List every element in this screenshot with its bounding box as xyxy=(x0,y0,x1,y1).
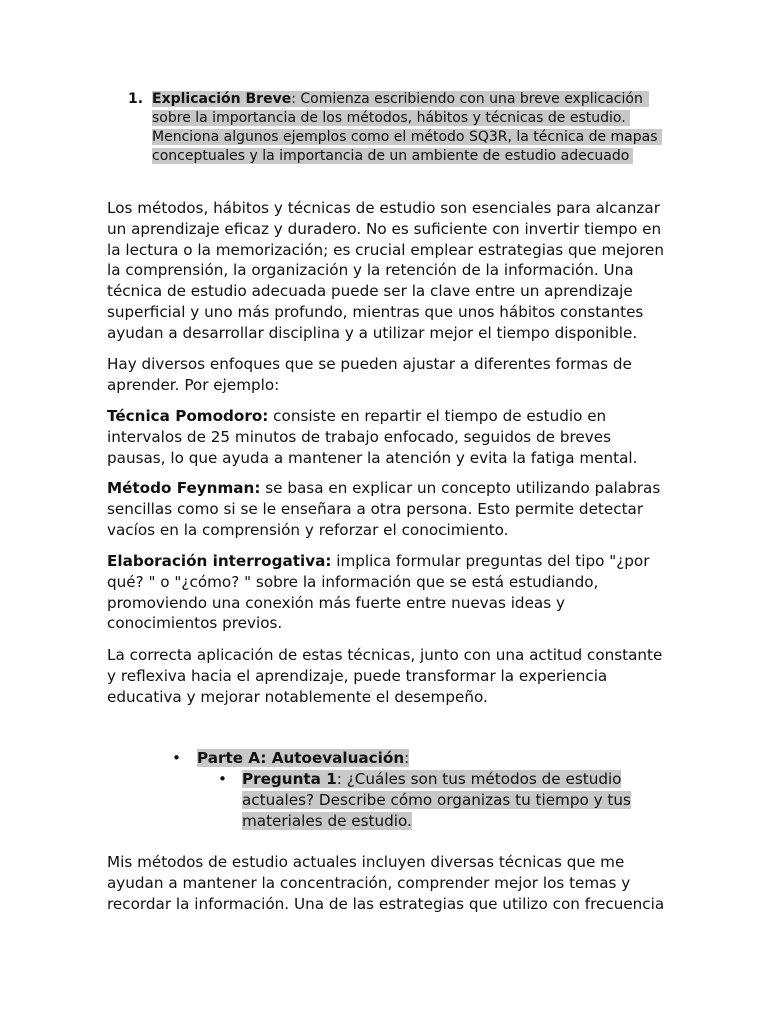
paragraph-answer xyxy=(107,852,667,914)
list-number: 1. xyxy=(128,91,144,107)
text-line: pausas, lo que ayuda a mantener la atención y evita la fatiga mental. xyxy=(107,448,638,467)
text-line: Mis métodos de estudio actuales incluyen diversas técnicas que me xyxy=(107,853,625,871)
instruction-body xyxy=(152,90,658,166)
paragraph-pomodoro xyxy=(107,406,667,468)
question-line: actuales? Describe cómo organizas tu tiempo y tus xyxy=(242,790,631,809)
text-line: conocimientos previos. xyxy=(107,614,283,633)
text-line: sencillas como si se le enseñara a otra persona. Esto permite detectar xyxy=(107,499,644,518)
text-line: técnica de estudio adecuada puede ser la clave entre un aprendizaje xyxy=(107,282,633,301)
paragraph-intro xyxy=(107,198,667,344)
paragraph-feynman xyxy=(107,478,667,540)
text-line: consiste en repartir el tiempo de estudio en xyxy=(268,407,607,425)
question-line: materiales de estudio. xyxy=(242,811,412,830)
instruction-line: : Comienza escribiendo con una breve explicación xyxy=(291,91,643,107)
question-line: : ¿Cuáles son tus métodos de estudio xyxy=(336,770,622,788)
text-line: Hay diversos enfoques que se pueden ajustar a diferentes formas de xyxy=(107,355,632,373)
instruction-line: conceptuales y la importancia de un ambiente de estudio adecuado xyxy=(152,148,633,164)
text-line: superficial y uno más profundo, mientras que unos hábitos constantes xyxy=(107,302,644,321)
paragraph-interrogative xyxy=(107,551,667,634)
text-line: se basa en explicar un concepto utilizando palabras xyxy=(260,479,661,497)
bullet-icon: • xyxy=(172,749,181,767)
instruction-line: sobre la importancia de los métodos, hábitos y técnicas de estudio. xyxy=(152,110,630,126)
technique-label: Método Feynman: xyxy=(107,479,261,497)
part-a-title: Parte A: Autoevaluación xyxy=(197,749,405,767)
text-line: promoviendo una conexión más fuerte entre nuevas ideas y xyxy=(107,593,565,612)
paragraph-conclusion xyxy=(107,645,667,707)
text-line: recordar la información. Una de las estrategias que utilizo con frecuencia xyxy=(107,894,665,913)
text-line: ayudan a desarrollar disciplina y a utilizar mejor el tiempo disponible. xyxy=(107,323,638,342)
text-line: vacíos en la comprensión y reforzar el conocimiento. xyxy=(107,520,509,539)
technique-label: Elaboración interrogativa: xyxy=(107,552,332,570)
question-label: Pregunta 1 xyxy=(242,770,337,788)
instruction-title: Explicación Breve xyxy=(152,91,292,107)
text-line: intervalos de 25 minutos de trabajo enfocado, seguidos de breves xyxy=(107,427,611,446)
text-line: la comprensión, la organización y la retención de la información. Una xyxy=(107,261,634,280)
text-line: implica formular preguntas del tipo "¿por xyxy=(331,552,650,570)
technique-label: Técnica Pomodoro: xyxy=(107,407,269,425)
text-line: educativa y mejorar notablemente el desempeño. xyxy=(107,687,488,706)
instruction-line: Menciona algunos ejemplos como el método SQ3R, la técnica de mapas xyxy=(152,129,662,145)
text-line: un aprendizaje eficaz y duradero. No es suficiente con invertir tiempo en xyxy=(107,219,662,238)
text-line: y reflexiva hacia el aprendizaje, puede transformar la experiencia xyxy=(107,666,608,685)
text-line: aprender. Por ejemplo: xyxy=(107,375,280,394)
text-line: ayudan a mantener la concentración, comprender mejor los temas y xyxy=(107,873,631,892)
part-a-colon: : xyxy=(404,749,410,767)
text-line: La correcta aplicación de estas técnicas, junto con una actitud constante xyxy=(107,646,663,664)
text-line: Los métodos, hábitos y técnicas de estudio son esenciales para alcanzar xyxy=(107,199,660,217)
text-line: la lectura o la memorización; es crucial emplear estrategias que mejoren xyxy=(107,240,664,259)
paragraph-approaches xyxy=(107,354,667,396)
text-line: qué? " o "¿cómo? " sobre la información que se está estudiando, xyxy=(107,572,599,591)
bullet-icon: • xyxy=(218,770,227,788)
